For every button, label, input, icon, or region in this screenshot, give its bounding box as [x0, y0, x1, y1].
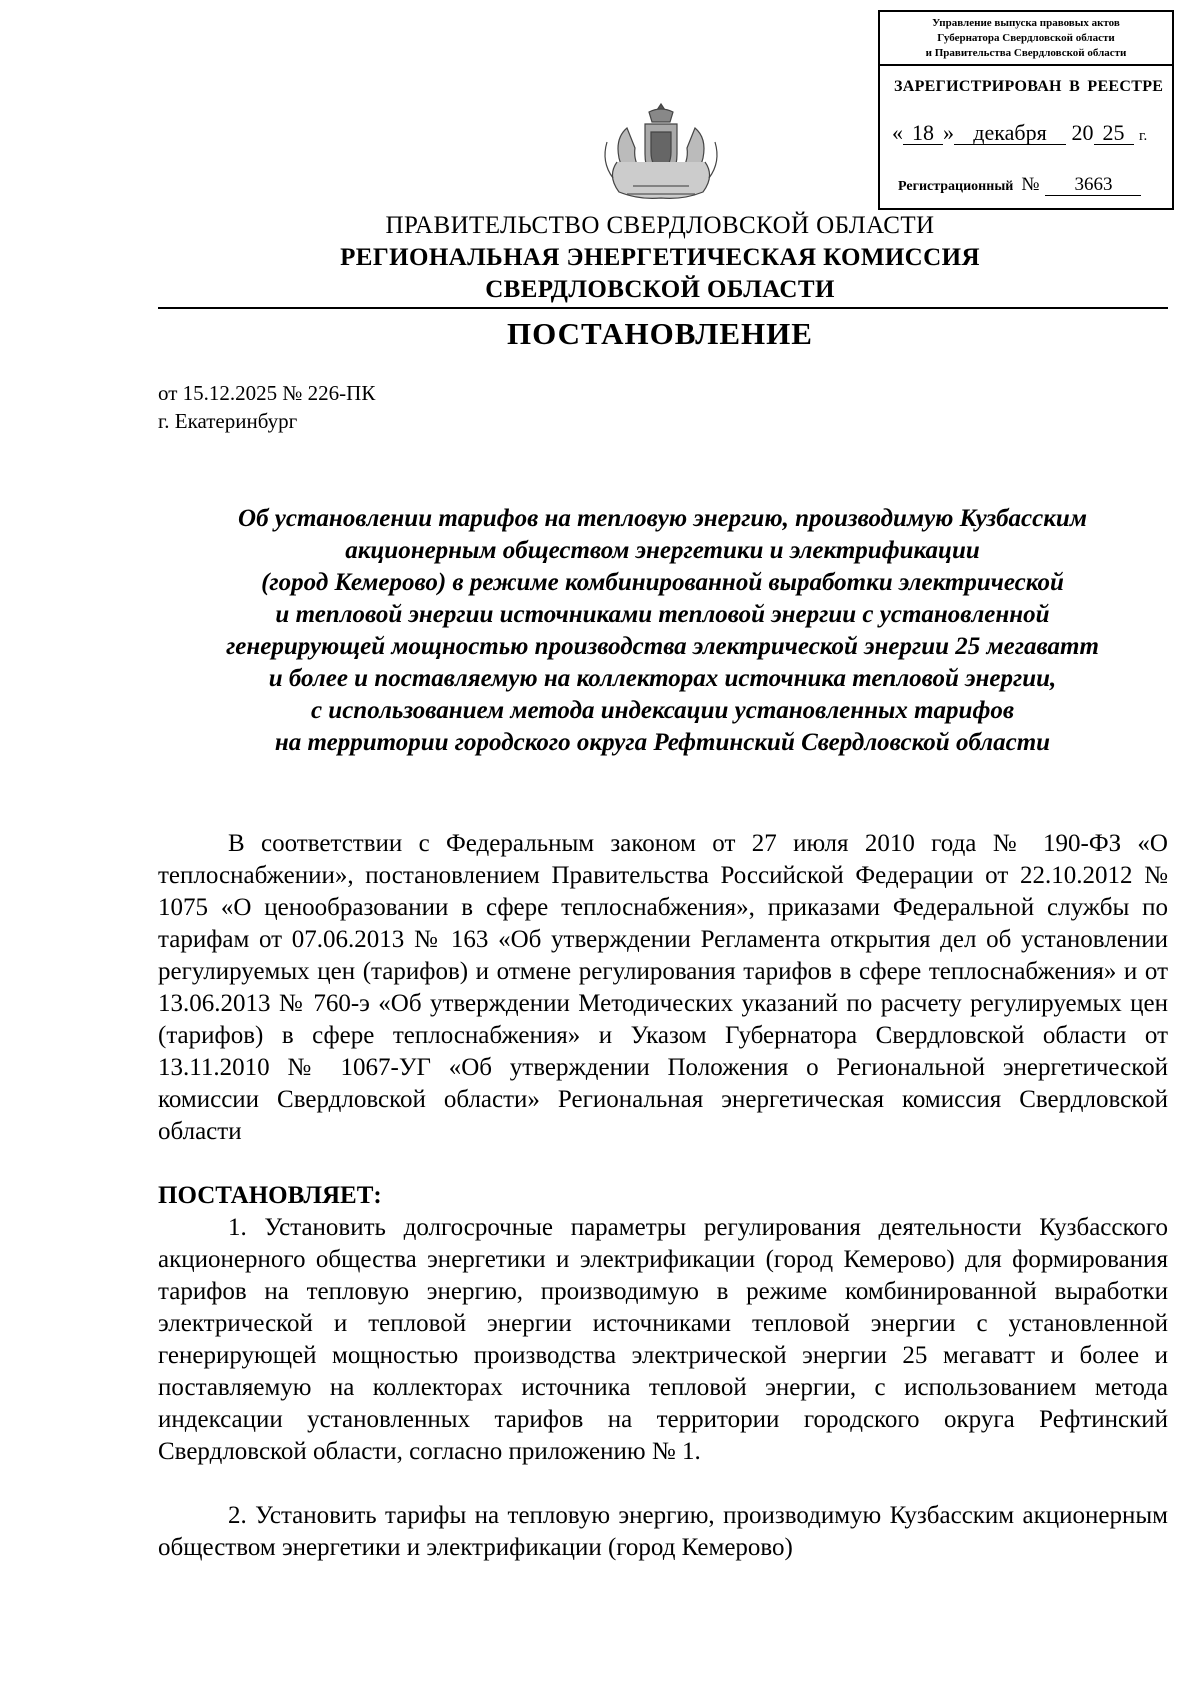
government-name: ПРАВИТЕЛЬСТВО СВЕРДЛОВСКОЙ ОБЛАСТИ: [385, 212, 935, 239]
title-line: с использованием метода индексации установленных тарифов: [310, 697, 1015, 724]
item-1-paragraph: 1. Установить долгосрочные параметры регулирования деятельности Кузбасского акционерного общества энергетики и электрификации (город Кемерово) для формирования тарифов на тепловую энергию, производимую в режиме комбинированной выработки электрической и тепловой энергии источниками тепловой энергии с установленной генерирующей мощностью производства электрической энергии 25 мегаватт и более и поставляемую на коллекторах источника тепловой энергии, с использованием метода индексации установленных тарифов на территории городского округа Рефтинский Свердловской области, согласно приложению № 1.: [158, 1214, 1168, 1465]
stamp-year-prefix: 20: [1071, 120, 1094, 145]
stamp-reg-label: Регистрационный: [898, 179, 1014, 194]
title-line: и более и поставляемую на коллекторах источника тепловой энергии,: [268, 665, 1057, 692]
stamp-year-suffix: 25: [1094, 122, 1134, 145]
stamp-header-line1: Управление выпуска правовых актов: [932, 17, 1120, 29]
stamp-date: [892, 120, 1147, 146]
stamp-quote-open: «: [892, 120, 903, 145]
title-line: генерирующей мощностью производства электрической энергии 25 мегаватт: [226, 633, 1099, 660]
document-date-number: от 15.12.2025 № 226-ПК: [158, 381, 376, 405]
stamp-registered-label: ЗАРЕГИСТРИРОВАН В РЕЕСТРЕ: [894, 78, 1164, 95]
title-line: Об установлении тарифов на тепловую энергию, производимую Кузбасским: [238, 505, 1087, 532]
commission-name-line2: СВЕРДЛОВСКОЙ ОБЛАСТИ: [485, 276, 835, 303]
title-line: на территории городского округа Рефтинский Свердловской области: [274, 729, 1051, 756]
document-type-title: ПОСТАНОВЛЕНИЕ: [507, 316, 813, 351]
stamp-reg-number: [898, 174, 1141, 196]
stamp-reg-value: 3663: [1045, 175, 1141, 196]
document-title: [155, 503, 1170, 759]
stamp-quote-close: »: [943, 120, 954, 145]
stamp-header-line2: Губернатора Свердловской области: [937, 32, 1115, 44]
stamp-day: 18: [903, 122, 943, 145]
resolves-heading: ПОСТАНОВЛЯЕТ:: [158, 1182, 382, 1209]
registration-stamp: [878, 10, 1174, 210]
stamp-header: [880, 12, 1172, 66]
preamble-paragraph: В соответствии с Федеральным законом от 27 июля 2010 года № 190-ФЗ «О теплоснабжении», постановлением Правительства Российской Федерации от 22.10.2012 № 1075 «О ценообразовании в сфере теплоснабжения», приказами Федеральной службы по тарифам от 07.06.2013 № 163 «Об утверждении Регламента открытия дел об установлении регулируемых цен (тарифов) и отмене регулирования тарифов в сфере теплоснабжения» и от 13.06.2013 № 760-э «Об утверждении Методических указаний по расчету регулируемых цен (тарифов) в сфере теплоснабжения» и Указом Губернатора Свердловской области от 13.11.2010 № 1067-УГ «Об утверждении Положения о Региональной энергетической комиссии Свердловской области» Региональная энергетическая комиссия Свердловской области: [158, 830, 1168, 1145]
item-2-paragraph: 2. Установить тарифы на тепловую энергию, производимую Кузбасским акционерным обществом энергетики и электрификации (город Кемерово): [158, 1502, 1168, 1561]
stamp-reg-sign: №: [1021, 174, 1040, 195]
commission-name-line1: РЕГИОНАЛЬНАЯ ЭНЕРГЕТИЧЕСКАЯ КОМИССИЯ: [340, 244, 980, 271]
coat-of-arms-emblem: [597, 102, 725, 202]
stamp-year-mark: г.: [1139, 128, 1148, 144]
title-line: и тепловой энергии источниками тепловой энергии с установленной: [275, 601, 1050, 628]
title-line: (город Кемерово) в режиме комбинированной выработки электрической: [261, 569, 1064, 596]
stamp-header-line3: и Правительства Свердловской области: [925, 47, 1127, 59]
document-city: г. Екатеринбург: [158, 409, 298, 433]
title-line: акционерным обществом энергетики и электрификации: [345, 537, 980, 564]
stamp-month: декабря: [954, 122, 1066, 145]
header-divider: [158, 307, 1168, 309]
